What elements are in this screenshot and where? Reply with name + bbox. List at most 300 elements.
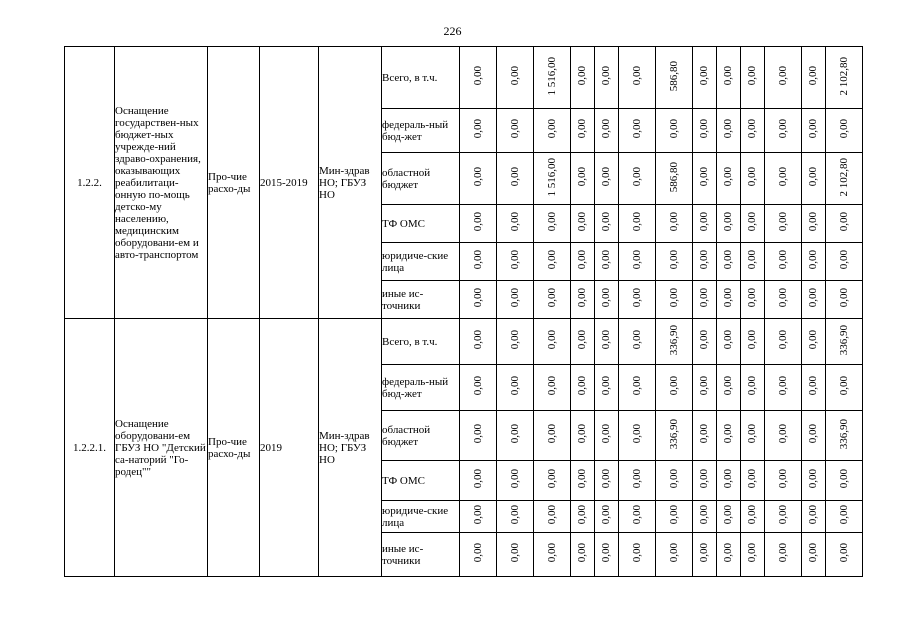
financing-table (64, 46, 863, 577)
amount-cell (826, 47, 863, 109)
amount-cell (619, 365, 656, 411)
amount-cell (741, 281, 765, 319)
amount-value: 0,00 (667, 250, 680, 270)
amount-cell (741, 205, 765, 243)
amount-cell (460, 281, 497, 319)
amount-value: 0,00 (667, 469, 680, 489)
amount-cell (460, 153, 497, 205)
amount-cell (595, 281, 619, 319)
amount-cell (595, 501, 619, 533)
amount-value: 0,00 (722, 469, 734, 489)
amount-cell (656, 365, 693, 411)
amount-value: 0,00 (576, 543, 588, 563)
funding-source: Всего, в т.ч. (382, 319, 460, 365)
amount-value: 0,00 (630, 376, 643, 396)
amount-cell (534, 205, 571, 243)
amount-cell (765, 243, 802, 281)
amount-cell (717, 205, 741, 243)
amount-cell (619, 501, 656, 533)
amount-cell (693, 319, 717, 365)
amount-value: 0,00 (471, 212, 484, 232)
amount-value: 0,00 (576, 330, 588, 350)
amount-value: 0,00 (837, 250, 850, 270)
amount-value: 0,00 (807, 424, 819, 444)
amount-cell (497, 461, 534, 501)
amount-value: 0,00 (576, 376, 588, 396)
amount-value: 0,00 (746, 288, 758, 308)
item-description: Оснащение оборудовани-ем ГБУЗ НО "Детский са-наторий "Го-родец"" (115, 319, 208, 577)
implementation-period: 2019 (260, 319, 319, 577)
amount-value: 0,00 (667, 505, 680, 525)
amount-cell (619, 281, 656, 319)
funding-source: федераль-ный бюд-жет (382, 109, 460, 153)
amount-cell (656, 243, 693, 281)
amount-value: 0,00 (722, 330, 734, 350)
amount-cell (693, 109, 717, 153)
amount-value: 586,80 (667, 60, 680, 92)
amount-cell (595, 411, 619, 461)
amount-cell (595, 319, 619, 365)
amount-value: 0,00 (471, 376, 484, 396)
amount-value: 0,00 (698, 424, 710, 444)
amount-cell (497, 109, 534, 153)
amount-cell (693, 153, 717, 205)
amount-cell (460, 501, 497, 533)
amount-value: 0,00 (837, 119, 850, 139)
amount-cell (571, 461, 595, 501)
amount-cell (717, 365, 741, 411)
amount-value: 0,00 (698, 288, 710, 308)
amount-cell (619, 411, 656, 461)
amount-value: 0,00 (600, 376, 612, 396)
amount-value: 0,00 (807, 376, 819, 396)
amount-cell (693, 47, 717, 109)
amount-cell (717, 461, 741, 501)
amount-value: 0,00 (667, 543, 680, 563)
amount-value: 0,00 (471, 469, 484, 489)
amount-cell (656, 461, 693, 501)
amount-cell (693, 205, 717, 243)
amount-cell (826, 365, 863, 411)
amount-cell (619, 205, 656, 243)
amount-cell (497, 319, 534, 365)
amount-value: 336,90 (837, 418, 850, 450)
amount-cell (802, 47, 826, 109)
funding-source: ТФ ОМС (382, 205, 460, 243)
amount-value: 0,00 (576, 212, 588, 232)
amount-cell (826, 109, 863, 153)
amount-cell (693, 501, 717, 533)
amount-value: 0,00 (807, 330, 819, 350)
amount-cell (765, 365, 802, 411)
amount-value: 0,00 (722, 119, 734, 139)
amount-cell (571, 153, 595, 205)
amount-value: 0,00 (576, 288, 588, 308)
amount-value: 0,00 (508, 288, 521, 308)
amount-value: 0,00 (746, 330, 758, 350)
amount-value: 0,00 (807, 66, 819, 86)
amount-cell (571, 281, 595, 319)
amount-cell (497, 153, 534, 205)
amount-cell (656, 533, 693, 577)
executor: Мин-здрав НО; ГБУЗ НО (319, 47, 382, 319)
amount-value: 0,00 (471, 288, 484, 308)
amount-cell (765, 109, 802, 153)
amount-value: 0,00 (508, 119, 521, 139)
amount-value: 0,00 (545, 250, 558, 270)
amount-cell (460, 411, 497, 461)
amount-cell (534, 501, 571, 533)
table-row (65, 47, 863, 109)
amount-value: 0,00 (600, 469, 612, 489)
amount-value: 0,00 (667, 119, 680, 139)
amount-value: 0,00 (746, 424, 758, 444)
amount-cell (460, 243, 497, 281)
funding-source: федераль-ный бюд-жет (382, 365, 460, 411)
amount-value: 0,00 (471, 250, 484, 270)
amount-value: 0,00 (576, 469, 588, 489)
amount-value: 0,00 (600, 167, 612, 187)
amount-cell (595, 461, 619, 501)
amount-value: 0,00 (776, 288, 789, 308)
amount-cell (826, 281, 863, 319)
amount-cell (693, 243, 717, 281)
amount-value: 0,00 (776, 376, 789, 396)
amount-cell (534, 153, 571, 205)
amount-value: 0,00 (837, 505, 850, 525)
expense-type: Про-чие расхо-ды (208, 47, 260, 319)
amount-cell (619, 109, 656, 153)
amount-value: 0,00 (746, 119, 758, 139)
amount-cell (717, 243, 741, 281)
amount-value: 0,00 (545, 288, 558, 308)
amount-cell (802, 205, 826, 243)
amount-value: 0,00 (600, 424, 612, 444)
amount-value: 0,00 (807, 543, 819, 563)
amount-value: 0,00 (722, 376, 734, 396)
amount-cell (826, 243, 863, 281)
amount-value: 0,00 (600, 119, 612, 139)
amount-cell (595, 365, 619, 411)
amount-cell (717, 281, 741, 319)
amount-value: 0,00 (471, 505, 484, 525)
amount-value: 0,00 (471, 543, 484, 563)
amount-cell (571, 205, 595, 243)
amount-cell (497, 205, 534, 243)
amount-cell (497, 501, 534, 533)
amount-value: 0,00 (576, 424, 588, 444)
amount-value: 336,90 (667, 324, 680, 356)
amount-cell (765, 533, 802, 577)
amount-value: 336,90 (837, 324, 850, 356)
amount-cell (741, 109, 765, 153)
amount-cell (534, 243, 571, 281)
amount-cell (656, 281, 693, 319)
amount-cell (534, 461, 571, 501)
amount-cell (741, 533, 765, 577)
amount-cell (741, 501, 765, 533)
expense-type: Про-чие расхо-ды (208, 319, 260, 577)
amount-cell (765, 153, 802, 205)
amount-value: 0,00 (698, 469, 710, 489)
amount-cell (765, 411, 802, 461)
amount-cell (741, 243, 765, 281)
amount-value: 0,00 (807, 505, 819, 525)
amount-cell (802, 461, 826, 501)
amount-cell (802, 109, 826, 153)
amount-cell (460, 319, 497, 365)
amount-value: 0,00 (508, 505, 521, 525)
amount-value: 0,00 (837, 212, 850, 232)
amount-value: 0,00 (776, 66, 789, 86)
amount-value: 0,00 (746, 469, 758, 489)
amount-value: 0,00 (776, 167, 789, 187)
amount-value: 0,00 (576, 167, 588, 187)
amount-cell (571, 533, 595, 577)
amount-cell (656, 153, 693, 205)
amount-value: 0,00 (545, 543, 558, 563)
amount-value: 0,00 (667, 212, 680, 232)
amount-value: 0,00 (508, 543, 521, 563)
amount-cell (571, 47, 595, 109)
amount-value: 0,00 (698, 330, 710, 350)
amount-value: 0,00 (746, 376, 758, 396)
funding-source: областной бюджет (382, 153, 460, 205)
amount-value: 0,00 (630, 119, 643, 139)
amount-cell (497, 243, 534, 281)
amount-cell (460, 533, 497, 577)
amount-cell (571, 319, 595, 365)
amount-value: 0,00 (545, 469, 558, 489)
amount-cell (619, 533, 656, 577)
amount-cell (571, 109, 595, 153)
amount-value: 0,00 (776, 469, 789, 489)
amount-cell (693, 365, 717, 411)
amount-cell (534, 411, 571, 461)
funding-source: областной бюджет (382, 411, 460, 461)
amount-cell (656, 205, 693, 243)
amount-cell (765, 281, 802, 319)
amount-cell (717, 47, 741, 109)
amount-value: 0,00 (600, 543, 612, 563)
funding-source: юридиче-ские лица (382, 501, 460, 533)
amount-value: 0,00 (776, 543, 789, 563)
amount-cell (595, 533, 619, 577)
amount-value: 0,00 (471, 330, 484, 350)
amount-value: 0,00 (545, 212, 558, 232)
amount-cell (571, 365, 595, 411)
amount-cell (619, 243, 656, 281)
amount-value: 0,00 (508, 66, 521, 86)
amount-cell (802, 243, 826, 281)
amount-value: 0,00 (722, 167, 734, 187)
amount-value: 0,00 (837, 288, 850, 308)
amount-value: 0,00 (471, 66, 484, 86)
amount-value: 0,00 (508, 424, 521, 444)
amount-value: 0,00 (630, 424, 643, 444)
amount-cell (571, 243, 595, 281)
amount-value: 0,00 (698, 212, 710, 232)
amount-value: 1 516,00 (545, 157, 558, 197)
amount-cell (595, 47, 619, 109)
amount-cell (741, 411, 765, 461)
amount-cell (717, 533, 741, 577)
amount-cell (802, 365, 826, 411)
amount-cell (656, 109, 693, 153)
amount-value: 0,00 (545, 505, 558, 525)
amount-value: 0,00 (630, 469, 643, 489)
page-number: 226 (443, 24, 462, 38)
amount-value: 0,00 (576, 119, 588, 139)
amount-value: 0,00 (837, 543, 850, 563)
amount-value: 0,00 (576, 66, 588, 86)
amount-value: 0,00 (776, 505, 789, 525)
amount-value: 0,00 (576, 505, 588, 525)
amount-cell (693, 281, 717, 319)
amount-cell (741, 319, 765, 365)
amount-value: 0,00 (807, 119, 819, 139)
amount-value: 0,00 (722, 424, 734, 444)
amount-value: 0,00 (746, 167, 758, 187)
amount-cell (571, 411, 595, 461)
amount-cell (765, 461, 802, 501)
amount-cell (717, 319, 741, 365)
amount-value: 0,00 (746, 543, 758, 563)
amount-value: 0,00 (508, 376, 521, 396)
amount-cell (571, 501, 595, 533)
executor: Мин-здрав НО; ГБУЗ НО (319, 319, 382, 577)
amount-cell (656, 47, 693, 109)
amount-cell (595, 109, 619, 153)
amount-value: 0,00 (698, 543, 710, 563)
amount-value: 0,00 (600, 212, 612, 232)
amount-cell (460, 205, 497, 243)
amount-value: 336,90 (667, 418, 680, 450)
amount-value: 0,00 (807, 250, 819, 270)
amount-cell (741, 153, 765, 205)
item-number: 1.2.2. (65, 47, 115, 319)
amount-cell (619, 153, 656, 205)
amount-value: 0,00 (545, 119, 558, 139)
amount-value: 0,00 (600, 250, 612, 270)
amount-cell (497, 365, 534, 411)
amount-cell (460, 461, 497, 501)
amount-value: 0,00 (746, 212, 758, 232)
funding-source: иные ис-точники (382, 533, 460, 577)
amount-value: 0,00 (722, 543, 734, 563)
amount-value: 0,00 (508, 250, 521, 270)
amount-value: 0,00 (776, 424, 789, 444)
amount-cell (534, 365, 571, 411)
amount-value: 0,00 (837, 376, 850, 396)
funding-source: иные ис-точники (382, 281, 460, 319)
amount-cell (497, 281, 534, 319)
amount-value: 0,00 (667, 288, 680, 308)
amount-cell (619, 319, 656, 365)
amount-cell (595, 205, 619, 243)
amount-cell (826, 533, 863, 577)
amount-value: 0,00 (600, 288, 612, 308)
amount-value: 0,00 (722, 505, 734, 525)
amount-cell (595, 243, 619, 281)
amount-cell (595, 153, 619, 205)
amount-value: 0,00 (807, 469, 819, 489)
amount-value: 0,00 (600, 505, 612, 525)
amount-value: 0,00 (667, 376, 680, 396)
amount-value: 0,00 (630, 212, 643, 232)
amount-cell (826, 205, 863, 243)
amount-value: 0,00 (508, 330, 521, 350)
amount-value: 0,00 (471, 167, 484, 187)
amount-cell (765, 501, 802, 533)
amount-value: 586,80 (667, 161, 680, 193)
amount-cell (460, 47, 497, 109)
amount-cell (460, 109, 497, 153)
amount-cell (802, 533, 826, 577)
amount-cell (656, 319, 693, 365)
amount-value: 0,00 (698, 250, 710, 270)
amount-cell (826, 319, 863, 365)
amount-value: 0,00 (776, 119, 789, 139)
amount-value: 0,00 (471, 119, 484, 139)
amount-value: 0,00 (807, 212, 819, 232)
amount-cell (717, 109, 741, 153)
funding-source: Всего, в т.ч. (382, 47, 460, 109)
amount-value: 0,00 (630, 288, 643, 308)
amount-value: 0,00 (630, 330, 643, 350)
amount-value: 0,00 (722, 288, 734, 308)
amount-cell (741, 47, 765, 109)
amount-value: 0,00 (807, 288, 819, 308)
amount-cell (802, 411, 826, 461)
amount-cell (534, 319, 571, 365)
amount-cell (619, 461, 656, 501)
amount-value: 0,00 (508, 167, 521, 187)
amount-value: 0,00 (600, 66, 612, 86)
amount-value: 0,00 (722, 66, 734, 86)
amount-value: 0,00 (630, 250, 643, 270)
amount-cell (656, 501, 693, 533)
amount-value: 0,00 (776, 330, 789, 350)
amount-cell (717, 411, 741, 461)
amount-value: 0,00 (545, 376, 558, 396)
funding-source: ТФ ОМС (382, 461, 460, 501)
amount-value: 0,00 (545, 424, 558, 444)
amount-value: 2 102,80 (837, 56, 850, 96)
amount-value: 0,00 (776, 212, 789, 232)
amount-value: 2 102,80 (837, 157, 850, 197)
implementation-period: 2015-2019 (260, 47, 319, 319)
amount-value: 0,00 (776, 250, 789, 270)
amount-cell (656, 411, 693, 461)
amount-value: 0,00 (698, 66, 710, 86)
amount-cell (534, 109, 571, 153)
table-row (65, 319, 863, 365)
amount-cell (460, 365, 497, 411)
amount-value: 0,00 (630, 505, 643, 525)
amount-value: 0,00 (807, 167, 819, 187)
amount-value: 0,00 (698, 119, 710, 139)
amount-cell (717, 153, 741, 205)
amount-value: 0,00 (698, 376, 710, 396)
amount-value: 0,00 (508, 469, 521, 489)
amount-cell (693, 461, 717, 501)
amount-value: 1 516,00 (545, 56, 558, 96)
amount-cell (741, 461, 765, 501)
amount-cell (802, 319, 826, 365)
amount-value: 0,00 (545, 330, 558, 350)
amount-value: 0,00 (837, 469, 850, 489)
